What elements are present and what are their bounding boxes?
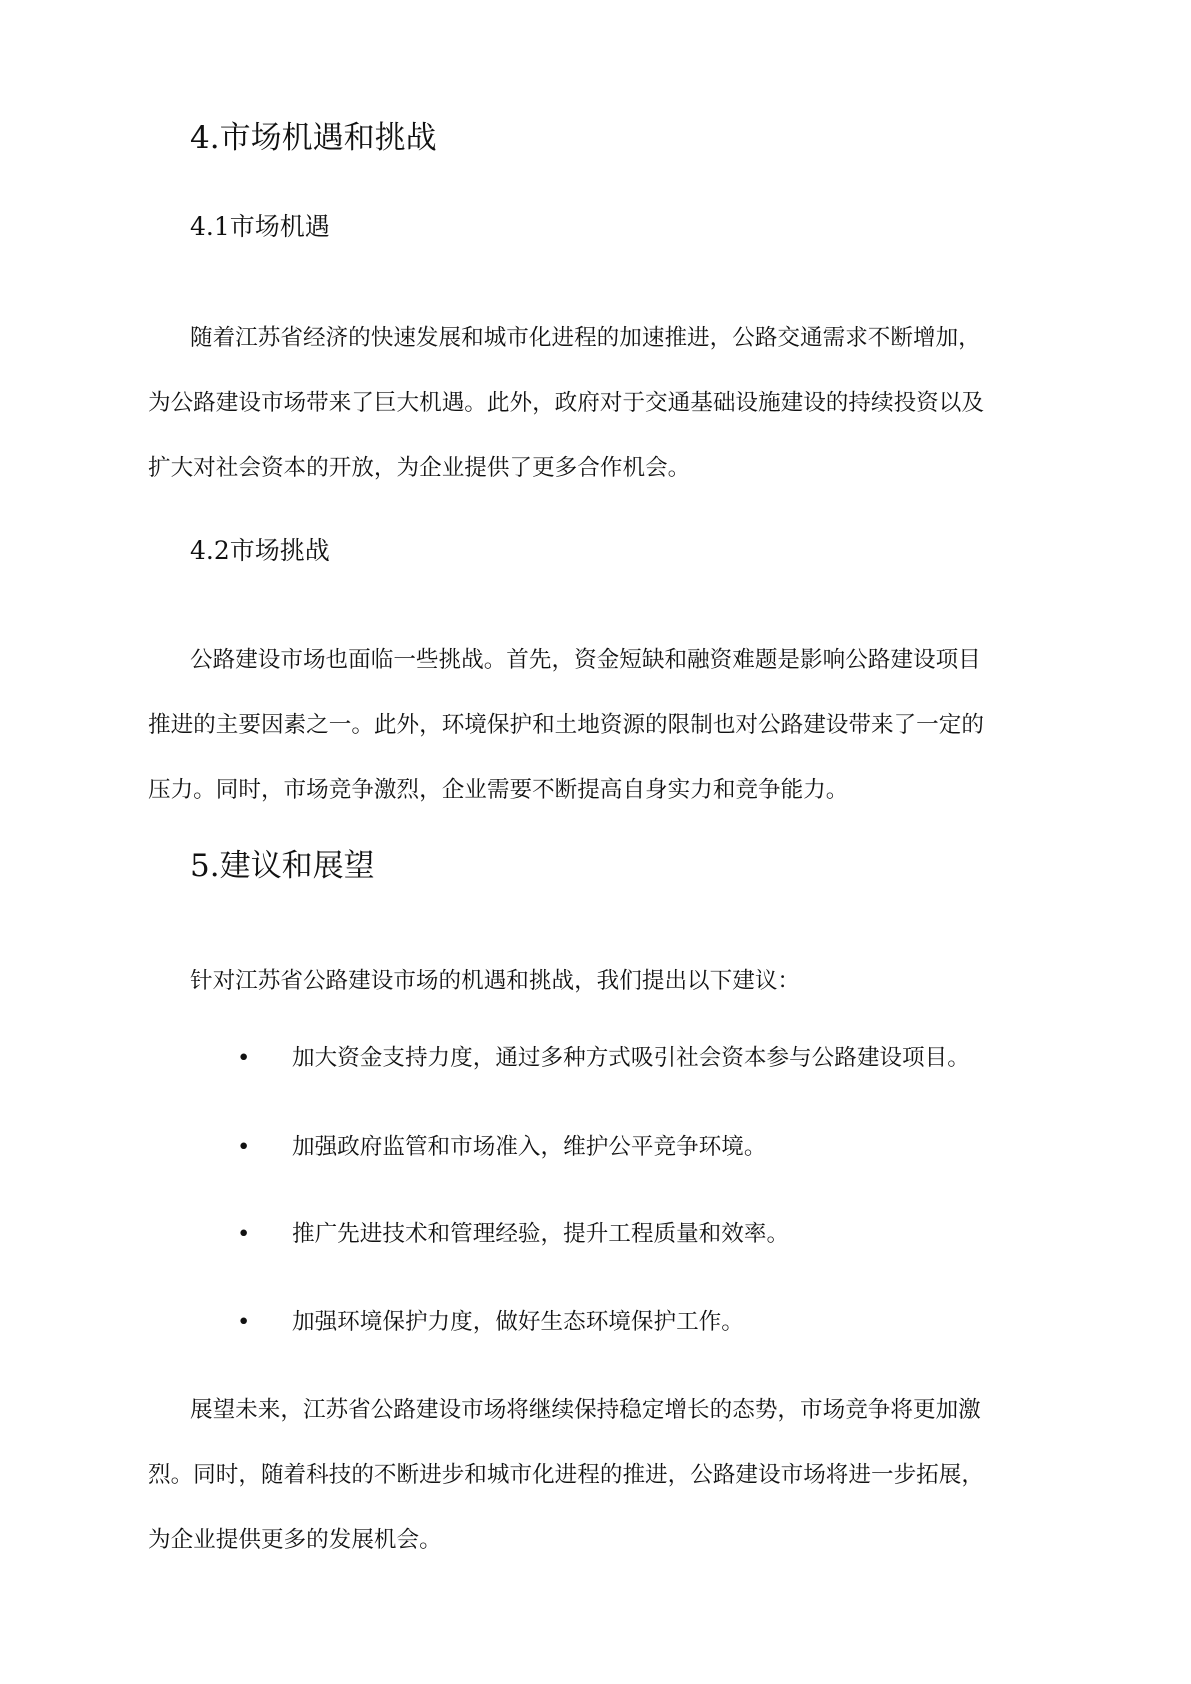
suggestion-text: 加强环境保护力度，做好生态环境保护工作。: [292, 1309, 744, 1335]
paragraph-line: 为企业提供更多的发展机会。: [148, 1527, 442, 1553]
suggestion-item: [0, 1040, 1191, 1076]
paragraph-line: 扩大对社会资本的开放，为企业提供了更多合作机会。: [148, 455, 691, 481]
paragraph-line: 推进的主要因素之一。此外，环境保护和土地资源的限制也对公路建设带来了一定的: [148, 712, 984, 738]
suggestion-text: 推广先进技术和管理经验，提升工程质量和效率。: [292, 1221, 790, 1247]
section-4-heading: 4.市场机遇和挑战: [190, 120, 437, 156]
paragraph-line: 展望未来，江苏省公路建设市场将继续保持稳定增长的态势，市场竞争将更加激: [190, 1397, 981, 1423]
paragraph-line: 为公路建设市场带来了巨大机遇。此外，政府对于交通基础设施建设的持续投资以及: [148, 390, 984, 416]
section-4-2-heading: 4.2市场挑战: [190, 536, 330, 565]
section-5-intro: [148, 949, 1048, 1014]
bullet-icon: •: [237, 1309, 251, 1335]
paragraph-line: 压力。同时，市场竞争激烈，企业需要不断提高自身实力和竞争能力。: [148, 777, 849, 803]
bullet-icon: •: [237, 1045, 251, 1071]
suggestion-item: [0, 1129, 1191, 1165]
section-4-1-heading: 4.1市场机遇: [190, 212, 330, 241]
section-4-2-paragraph: [148, 628, 1048, 823]
suggestion-item: [0, 1304, 1191, 1340]
suggestion-text: 加大资金支持力度，通过多种方式吸引社会资本参与公路建设项目。: [292, 1045, 970, 1071]
paragraph-line: 针对江苏省公路建设市场的机遇和挑战，我们提出以下建议：: [190, 968, 801, 994]
section-5-heading: 5.建议和展望: [190, 848, 375, 884]
paragraph-line: 烈。同时，随着科技的不断进步和城市化进程的推进，公路建设市场将进一步拓展，: [148, 1462, 984, 1488]
suggestion-item: [0, 1216, 1191, 1252]
bullet-icon: •: [237, 1221, 251, 1247]
paragraph-line: 公路建设市场也面临一些挑战。首先，资金短缺和融资难题是影响公路建设项目: [190, 647, 981, 673]
suggestion-text: 加强政府监管和市场准入，维护公平竞争环境。: [292, 1134, 767, 1160]
paragraph-line: 随着江苏省经济的快速发展和城市化进程的加速推进，公路交通需求不断增加，: [190, 325, 981, 351]
section-4-1-paragraph: [148, 306, 1048, 501]
outlook-paragraph: [148, 1378, 1048, 1573]
bullet-icon: •: [237, 1134, 251, 1160]
